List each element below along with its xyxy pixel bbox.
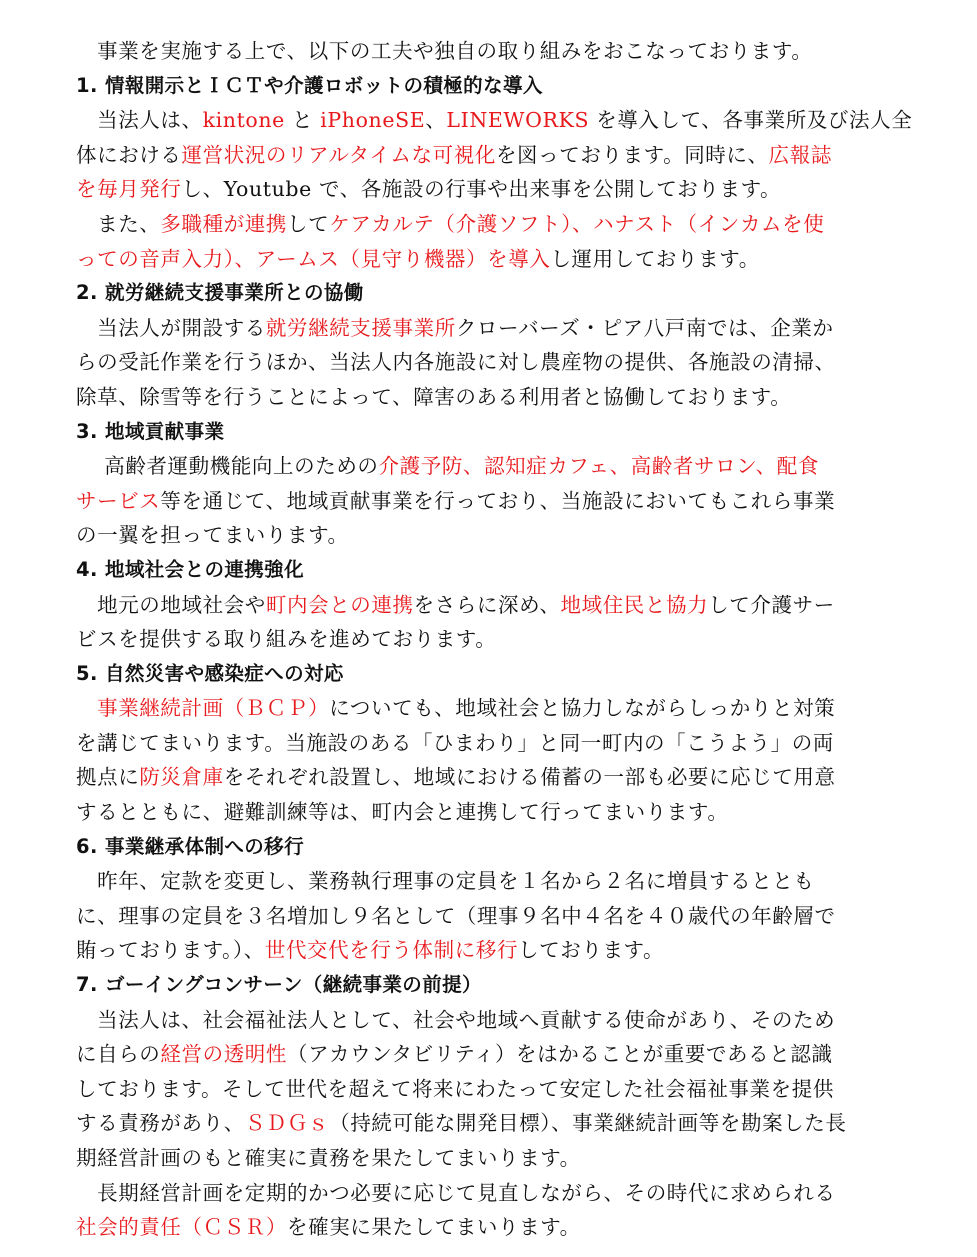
paragraph-line [76,345,927,380]
paragraph-line [76,242,927,277]
text-segment: しております。そして世代を超えて将来にわたって安定した社会福祉事業を提供 [76,1076,834,1101]
section-heading [76,69,927,104]
text-segment: 拠点に [76,765,140,790]
paragraph-line [76,1037,927,1072]
highlighted-text: ＳＤＧｓ [244,1111,330,1136]
text-segment: を導入して、各事業所及び法人全 [589,108,913,133]
paragraph-line [76,1176,927,1211]
text-segment: についても、地域社会と協力しながらしっかりと対策 [329,696,836,721]
paragraph-line [76,449,927,484]
text-segment: をさらに深め、 [413,592,561,617]
paragraph-line [76,1003,927,1038]
paragraph-line [76,484,927,519]
text-segment: に、理事の定員を３名増加し９名として（理事９名中４名を４０歳代の年齢層で [76,903,836,928]
paragraph-line [76,172,927,207]
paragraph-line [76,34,927,69]
highlighted-text: ケアカルテ（介護ソフト）、ハナスト（インカムを使 [329,211,825,236]
text-segment: 昨年、定款を変更し、業務執行理事の定員を１名から２名に増員するととも [76,869,815,894]
text-segment: 長期経営計画を定期的かつ必要に応じて見直しながら、その時代に求められる [76,1180,836,1205]
text-segment: 体における [76,142,182,167]
paragraph-line [76,1072,927,1107]
paragraph-line [76,1210,927,1245]
text-segment: と [284,108,321,133]
text-segment: 6. 事業継承体制への移行 [76,834,304,858]
paragraph-line [76,760,927,795]
section-heading [76,968,927,1003]
highlighted-text: 防災倉庫 [139,765,224,790]
paragraph-line [76,933,927,968]
highlighted-text: 町内会との連携 [265,592,414,617]
text-segment: 2. 就労継続支援事業所との協働 [76,281,364,305]
text-segment: 等を通じて、地域貢献事業を行っており、当施設においてもこれら事業 [160,488,836,513]
text-segment: して介護サー [708,592,835,617]
highlighted-text: っての音声入力）、アームス（見守り機器）を導入 [76,246,551,271]
paragraph-line [76,622,927,657]
text-segment: 5. 自然災害や感染症への対応 [76,661,344,685]
highlighted-text: 事業継続計画（ＢＣＰ） [97,696,330,721]
highlighted-text: 地域住民と協力 [560,592,709,617]
text-segment: らの受託作業を行うほか、当法人内各施設に対し農産物の提供、各施設の清掃、 [76,350,836,375]
text-segment: 7. ゴーイングコンサーン（継続事業の前提） [76,973,482,997]
highlighted-text: 介護予防、認知症カフェ、高齢者サロン、配食 [378,454,819,479]
paragraph-line [76,864,927,899]
section-heading [76,657,927,692]
highlighted-text: サービス [76,488,161,513]
section-heading [76,830,927,865]
text-segment: に自らの [76,1042,161,1067]
paragraph-line [76,1106,927,1141]
text-segment: しております。 [518,938,665,963]
highlighted-text: 多職種が連携 [160,211,288,236]
text-segment: 当法人は、社会福祉法人として、社会や地域へ貢献する使命があり、そのため [76,1007,836,1032]
text-segment: するとともに、避難訓練等は、町内会と連携して行ってまいります。 [76,800,729,825]
paragraph-line [76,311,927,346]
highlighted-text: を毎月発行 [76,177,182,202]
text-segment: 当法人は、 [76,108,203,133]
text-segment: 、 [425,108,447,133]
text-segment: また、 [76,211,161,236]
text-segment: （アカウンタビリティ）をはかることが重要であると認識 [287,1042,833,1067]
text-segment: の一翼を担ってまいります。 [76,523,349,548]
paragraph-line [76,588,927,623]
highlighted-text: kintone [202,108,285,133]
text-segment: 地元の地域社会や [76,592,266,617]
text-segment: 除草、除雪等を行うことによって、障害のある利用者と協働しております。 [76,384,792,409]
paragraph-line [76,899,927,934]
section-heading [76,553,927,588]
text-segment: を講じてまいります。当施設のある「ひまわり」と同一町内の「こうよう」の両 [76,730,834,755]
highlighted-text: 就労継続支援事業所 [265,315,456,340]
text-segment: 1. 情報開示とＩＣＴや介護ロボットの積極的な導入 [76,73,543,97]
section-heading [76,276,927,311]
text-segment: を確実に果たしてまいります。 [287,1215,581,1240]
text-segment: し、Youtube で、各施設の行事や出来事を公開しております。 [181,177,782,202]
text-segment: 当法人が開設する [76,315,266,340]
paragraph-line [76,518,927,553]
text-segment: （持続可能な開発目標）、事業継続計画等を勘案した長 [329,1111,847,1136]
paragraph-line [76,103,927,138]
text-segment: し運用しております。 [550,246,760,271]
text-segment: 3. 地域貢献事業 [76,419,225,443]
text-segment: 期経営計画のもと確実に責務を果たしてまいります。 [76,1146,581,1170]
text-segment: して [287,211,330,236]
highlighted-text: iPhoneSE [320,108,426,133]
highlighted-text: 広報誌 [768,142,832,167]
section-heading [76,415,927,450]
highlighted-text: 社会的責任（ＣＳＲ） [76,1215,287,1240]
text-segment: 賄っております。）、 [76,938,265,963]
text-segment: 4. 地域社会との連携強化 [76,557,304,581]
paragraph-line [76,380,927,415]
paragraph-line [76,726,927,761]
paragraph-line [76,691,927,726]
paragraph-line [76,138,927,173]
paragraph-line [76,207,927,242]
paragraph-line [76,795,927,830]
text-segment: 高齢者運動機能向上のための [76,454,379,479]
highlighted-text: LINEWORKS [446,108,590,133]
highlighted-text: 経営の透明性 [160,1042,288,1067]
text-segment: する責務があり、 [76,1111,245,1136]
text-segment [76,696,97,720]
text-segment: を図っております。同時に、 [495,142,769,167]
highlighted-text: 運営状況のリアルタイムな可視化 [181,142,496,167]
text-segment: をそれぞれ設置し、地域における備蓄の一部も必要に応じて用意 [223,765,836,790]
text-segment: ビスを提供する取り組みを進めております。 [76,627,497,652]
text-segment: クローバーズ・ピア八戸南では、企業か [455,315,834,340]
text-segment: 事業を実施する上で、以下の工夫や独自の取り組みをおこなっております。 [76,39,813,63]
highlighted-text: 世代交代を行う体制に移行 [264,938,519,963]
paragraph-line [76,1141,927,1176]
